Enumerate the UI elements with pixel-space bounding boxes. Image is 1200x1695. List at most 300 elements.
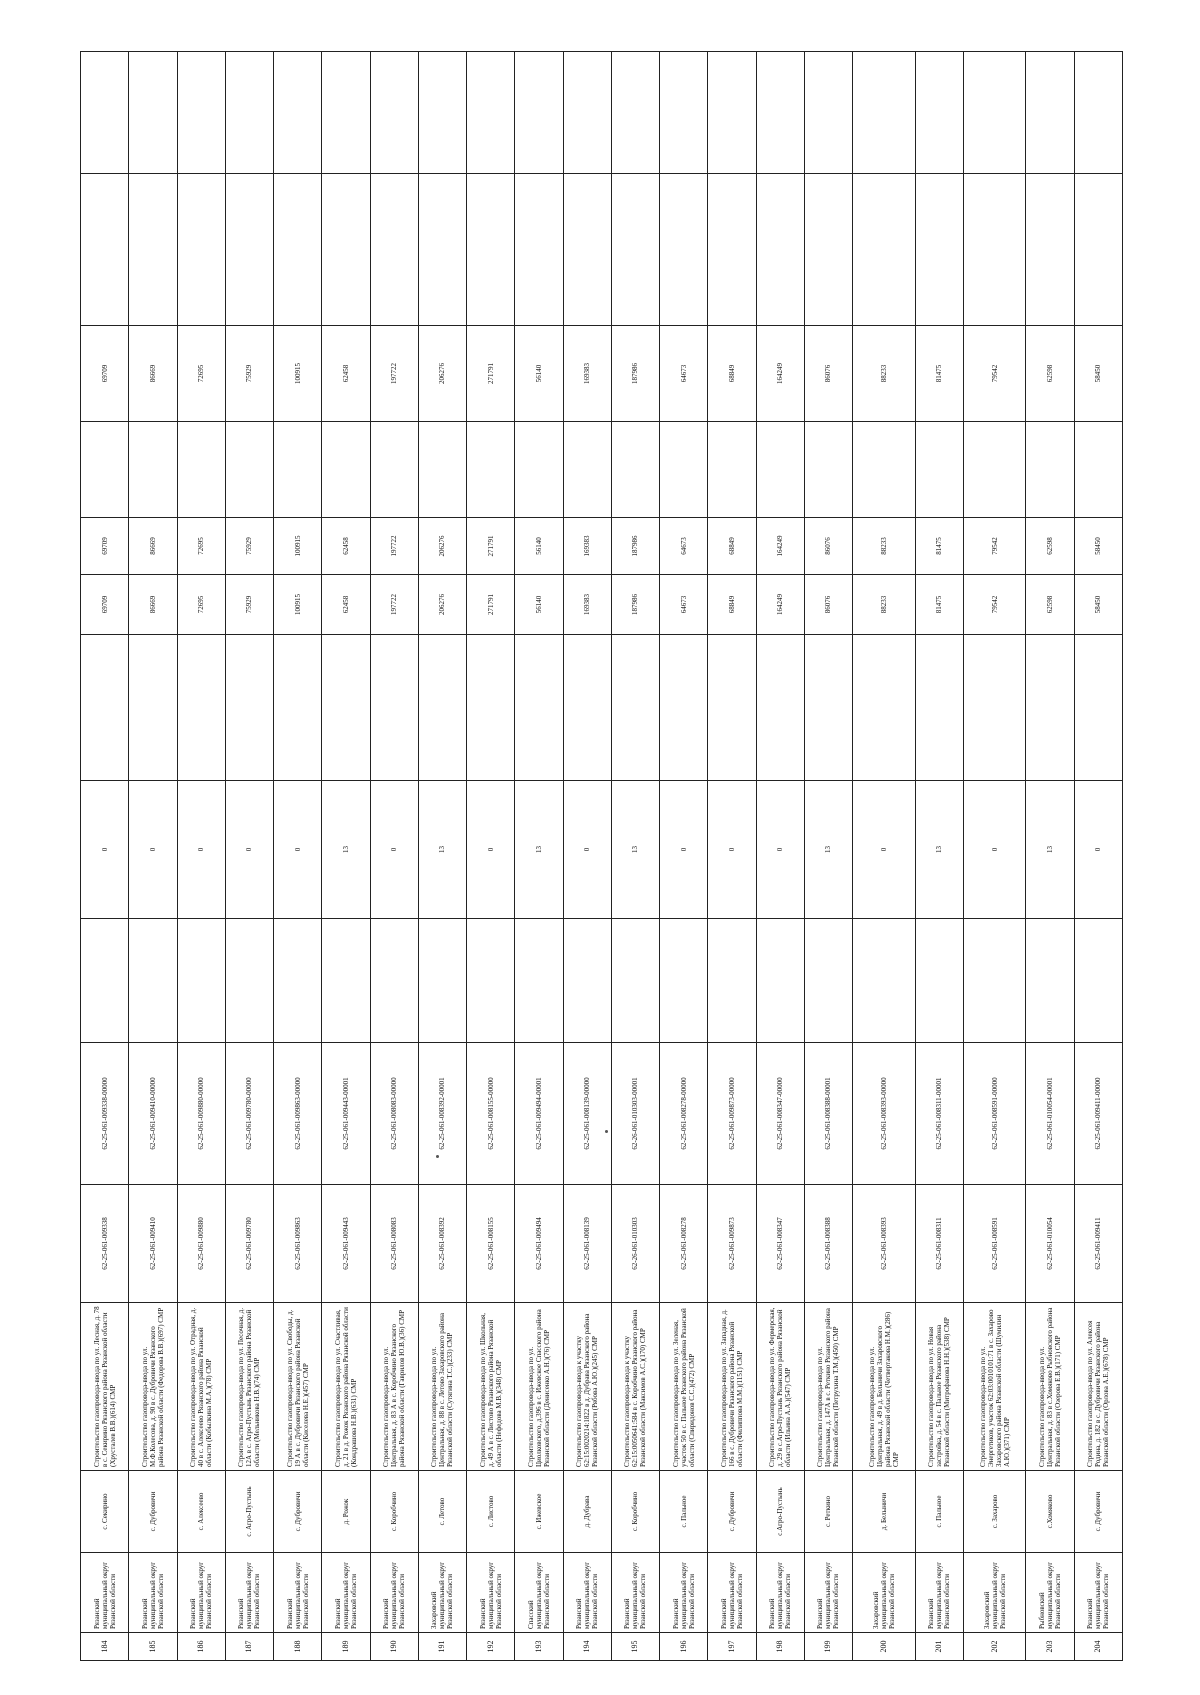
cell-n: 196 [660, 1633, 708, 1661]
cell-v1: 13 [418, 781, 466, 919]
cell-c [915, 422, 963, 518]
cell-locality: с.Агро-Пустынь [756, 1471, 804, 1553]
empty-cell [274, 919, 322, 1043]
empty-cell [467, 174, 515, 326]
cell-desc: Строительство газопровода-ввода по ул. Счастливая, д. 21 в д. Рожок Рязанского района Рязанской области (Кондрашова Н.В.)(631) СМР [322, 1303, 370, 1471]
cell-desc: Строительство газопровода-ввода по ул. Алексея Родина, д. 182 в с. Дубровичи Рязанского района Рязанской области (Орлова А.Е.)(678) СМР [1074, 1303, 1122, 1471]
empty-cell [963, 635, 1026, 781]
cell-d: 81475 [915, 326, 963, 422]
table-row [563, 52, 611, 1661]
empty-cell [515, 174, 563, 326]
cell-b: 206276 [418, 518, 466, 575]
cell-desc: Строительство газопровода-ввода по ул. Западная, д. 166 в с. Дубровичи Рязанского района Рязанской области (Филиппова М.М.)(1151) СМР [708, 1303, 756, 1471]
cell-district: Рязанский муниципальный округ Рязанской области [660, 1553, 708, 1633]
cell-b: 271791 [467, 518, 515, 575]
cell-desc: Строительство газопровода-ввода по ул. Зеленая, участок 50 в с. Пальное Рязанского района Рязанской области (Спиридонов С.С.)(472) СМР [660, 1303, 708, 1471]
cell-locality: д. Дубрава [563, 1471, 611, 1553]
cell-code1: 62-25-061-009411 [1074, 1185, 1122, 1303]
cell-desc: Строительство газопровода-ввода по ул. Энергетиков, участок 62:03:0010101:71 в с. Захарово Захаровского района Рязанской области (Шумилин А.Ю.)(371) СМР [963, 1303, 1026, 1471]
cell-n: 185 [129, 1633, 177, 1661]
cell-locality: с. Захарово [963, 1471, 1026, 1553]
empty-cell [81, 174, 129, 326]
cell-code2: 62-25-061-008347-00000 [756, 1043, 804, 1185]
empty-cell [129, 52, 177, 174]
empty-cell [370, 919, 418, 1043]
empty-cell [129, 174, 177, 326]
cell-v1: 13 [322, 781, 370, 919]
cell-desc: Строительство газопровода-ввода по ул. Отрадная, д. 40 в с. Алексеево Рязанского района Рязанской области (Кобылкина М.А.)(78) СМР [177, 1303, 225, 1471]
cell-code1: 62-25-061-009873 [708, 1185, 756, 1303]
cell-b: 100915 [274, 518, 322, 575]
cell-v1: 0 [853, 781, 916, 919]
empty-cell [708, 174, 756, 326]
cell-c [81, 422, 129, 518]
cell-b: 62598 [1026, 518, 1074, 575]
empty-cell [804, 174, 852, 326]
cell-desc: Строительство газопровода-ввода по ул. Свободы, д. 19 А в с. Дубровичи Рязанского района Рязанской области (Киселева Н.Е.)(457) СМР [274, 1303, 322, 1471]
cell-code2: 62-25-061-008392-00001 [418, 1043, 466, 1185]
cell-a: 68849 [708, 575, 756, 635]
table-row [1074, 52, 1122, 1661]
cell-v1: 0 [708, 781, 756, 919]
table-row [611, 52, 659, 1661]
cell-code1: 62-25-061-009880 [177, 1185, 225, 1303]
cell-v1: 0 [81, 781, 129, 919]
empty-cell [418, 52, 466, 174]
cell-district: Рязанский муниципальный округ Рязанской области [177, 1553, 225, 1633]
empty-cell [177, 919, 225, 1043]
empty-cell [563, 52, 611, 174]
cell-code1: 62-25-061-008392 [418, 1185, 466, 1303]
cell-v1: 0 [225, 781, 273, 919]
cell-d: 197722 [370, 326, 418, 422]
table-row [129, 52, 177, 1661]
cell-desc: Строительство газопровода-ввода по ул. Новая застройка, д. 54 в с. Пальное Рязанского района Рязанской области (Митрофанова Н.Н.)(538) СМР [915, 1303, 963, 1471]
cell-d: 187986 [611, 326, 659, 422]
cell-a: 187986 [611, 575, 659, 635]
empty-cell [853, 52, 916, 174]
empty-cell [467, 635, 515, 781]
cell-district: Рязанский муниципальный округ Рязанской области [274, 1553, 322, 1633]
cell-locality: с. Пальное [915, 1471, 963, 1553]
cell-b: 72695 [177, 518, 225, 575]
rotated-table-container [80, 52, 1123, 1661]
cell-code1: 62-25-061-008083 [370, 1185, 418, 1303]
cell-d: 62598 [1026, 326, 1074, 422]
cell-c [963, 422, 1026, 518]
scan-speck [605, 1130, 608, 1133]
cell-v1: 0 [274, 781, 322, 919]
cell-district: Рязанский муниципальный округ Рязанской области [708, 1553, 756, 1633]
cell-code1: 62-25-061-008388 [804, 1185, 852, 1303]
empty-cell [1026, 919, 1074, 1043]
cell-v1: 13 [611, 781, 659, 919]
empty-cell [81, 635, 129, 781]
table-row [274, 52, 322, 1661]
empty-cell [467, 919, 515, 1043]
cell-code2: 62-25-061-008311-00001 [915, 1043, 963, 1185]
cell-a: 62598 [1026, 575, 1074, 635]
cell-c [756, 422, 804, 518]
cell-b: 197722 [370, 518, 418, 575]
cell-v1: 13 [804, 781, 852, 919]
table-row [177, 52, 225, 1661]
empty-cell [756, 635, 804, 781]
cell-code2: 62-25-061-009780-00000 [225, 1043, 273, 1185]
cell-code1: 62-25-061-008278 [660, 1185, 708, 1303]
cell-code2: 62-25-061-008155-00000 [467, 1043, 515, 1185]
cell-a: 206276 [418, 575, 466, 635]
empty-cell [963, 919, 1026, 1043]
cell-v1: 0 [756, 781, 804, 919]
cell-n: 198 [756, 1633, 804, 1661]
cell-d: 100915 [274, 326, 322, 422]
empty-cell [1074, 174, 1122, 326]
cell-n: 193 [515, 1633, 563, 1661]
cell-code2: 62-25-061-009863-00000 [274, 1043, 322, 1185]
cell-d: 169383 [563, 326, 611, 422]
empty-cell [370, 174, 418, 326]
empty-cell [660, 52, 708, 174]
cell-code2: 62-25-061-009338-00000 [81, 1043, 129, 1185]
cell-n: 200 [853, 1633, 916, 1661]
cell-n: 204 [1074, 1633, 1122, 1661]
cell-b: 88233 [853, 518, 916, 575]
cell-district: Рязанский муниципальный округ Рязанской области [756, 1553, 804, 1633]
cell-code1: 62-25-061-008155 [467, 1185, 515, 1303]
cell-a: 164249 [756, 575, 804, 635]
empty-cell [467, 52, 515, 174]
cell-n: 191 [418, 1633, 466, 1661]
table-row [418, 52, 466, 1661]
cell-desc: Строительство газопровода-ввода по ул. Школьная, д. 49 А в с. Листово Рязанского района Рязанской области (Нефедова М.В.)(348) СМР [467, 1303, 515, 1471]
empty-cell [853, 919, 916, 1043]
empty-cell [1074, 635, 1122, 781]
cell-code1: 62-25-061-008139 [563, 1185, 611, 1303]
cell-locality: с. Секирино [81, 1471, 129, 1553]
cell-desc: Строительство газопровода-ввода по ул. Лесная, д. 78 в с. Секирино Рязанского района Рязанской области (Хрусталев В.В.)(614) СМР [81, 1303, 129, 1471]
cell-desc: Строительство газопровода-ввода по ул. Циолковского, д.396 в с. Ижевское Спасского района Рязанской области (Денисенко А.Н.)(76) СМР [515, 1303, 563, 1471]
cell-v1: 0 [660, 781, 708, 919]
cell-district: Рязанский муниципальный округ Рязанской области [370, 1553, 418, 1633]
cell-c [467, 422, 515, 518]
empty-cell [225, 174, 273, 326]
cell-desc: Строительство газопровода-ввода по ул. Песочная, д. 12А в с. Агро-Пустынь Рязанского района Рязанской области (Мельникова Н.В.)(74) СМР [225, 1303, 273, 1471]
cell-desc: Строительство газопровода-ввода по ул. Центральная, д. 83 в с.Хомяково Рыбновского района Рязанской области (Озерова Е.В.)(171) СМР [1026, 1303, 1074, 1471]
empty-cell [274, 52, 322, 174]
cell-locality: с. Ижевское [515, 1471, 563, 1553]
cell-locality: с. Листово [467, 1471, 515, 1553]
empty-cell [1026, 174, 1074, 326]
empty-cell [274, 635, 322, 781]
empty-cell [1026, 52, 1074, 174]
cell-v1: 0 [563, 781, 611, 919]
cell-locality: д. Белыничи [853, 1471, 916, 1553]
empty-cell [915, 919, 963, 1043]
empty-cell [563, 635, 611, 781]
table-row [81, 52, 129, 1661]
cell-a: 86076 [804, 575, 852, 635]
cell-district: Рязанский муниципальный округ Рязанской области [467, 1553, 515, 1633]
cell-code1: 62-25-061-008347 [756, 1185, 804, 1303]
cell-c [660, 422, 708, 518]
cell-v1: 0 [1074, 781, 1122, 919]
cell-v1: 0 [467, 781, 515, 919]
cell-b: 169383 [563, 518, 611, 575]
empty-cell [804, 52, 852, 174]
cell-district: Спасский муниципальный округ Рязанской области [515, 1553, 563, 1633]
cell-v1: 0 [370, 781, 418, 919]
cell-c [853, 422, 916, 518]
cell-d: 86076 [804, 326, 852, 422]
cell-desc: Строительство газопровода-ввода к участку 62:15:0020214:1822 в д. Дубрава Рязанского района Рязанской области (Рябова А.Ю.)(245) СМР [563, 1303, 611, 1471]
empty-cell [322, 174, 370, 326]
cell-v1: 13 [1026, 781, 1074, 919]
empty-cell [756, 174, 804, 326]
empty-cell [129, 635, 177, 781]
cell-b: 164249 [756, 518, 804, 575]
cell-code2: 62-26-061-010303-00001 [611, 1043, 659, 1185]
empty-cell [322, 919, 370, 1043]
table-row [1026, 52, 1074, 1661]
cell-n: 197 [708, 1633, 756, 1661]
cell-a: 64673 [660, 575, 708, 635]
scan-speck [436, 1155, 439, 1158]
table-row [322, 52, 370, 1661]
cell-a: 72695 [177, 575, 225, 635]
empty-cell [708, 919, 756, 1043]
empty-cell [418, 635, 466, 781]
cell-c [322, 422, 370, 518]
cell-d: 75929 [225, 326, 273, 422]
table-row [370, 52, 418, 1661]
cell-code1: 62-25-061-009863 [274, 1185, 322, 1303]
cell-a: 197722 [370, 575, 418, 635]
empty-cell [563, 919, 611, 1043]
cell-locality: с. Реткино [804, 1471, 852, 1553]
cell-desc: Строительство газопровода-ввода к участку 62:15:0050641:584 в с. Коробчино Рязанского района Рязанской области (Максимов А.С.)(170) СМР [611, 1303, 659, 1471]
empty-cell [225, 635, 273, 781]
cell-c [611, 422, 659, 518]
cell-a: 81475 [915, 575, 963, 635]
empty-cell [1074, 919, 1122, 1043]
cell-code2: 62-25-061-008083-00000 [370, 1043, 418, 1185]
cell-n: 188 [274, 1633, 322, 1661]
cell-a: 88233 [853, 575, 916, 635]
empty-cell [418, 919, 466, 1043]
cell-d: 64673 [660, 326, 708, 422]
cell-a: 69709 [81, 575, 129, 635]
cell-n: 190 [370, 1633, 418, 1661]
cell-c [225, 422, 273, 518]
empty-cell [660, 174, 708, 326]
cell-n: 203 [1026, 1633, 1074, 1661]
empty-cell [915, 635, 963, 781]
cell-district: Рязанский муниципальный округ Рязанской области [225, 1553, 273, 1633]
cell-locality: с. Дубровичи [274, 1471, 322, 1553]
cell-n: 186 [177, 1633, 225, 1661]
empty-cell [225, 919, 273, 1043]
table-row [515, 52, 563, 1661]
cell-a: 62458 [322, 575, 370, 635]
cell-code1: 62-25-061-009780 [225, 1185, 273, 1303]
empty-cell [418, 174, 466, 326]
cell-c [418, 422, 466, 518]
cell-locality: д. Рожок [322, 1471, 370, 1553]
cell-n: 192 [467, 1633, 515, 1661]
cell-code2: 62-25-061-008388-00001 [804, 1043, 852, 1185]
cell-desc: Строительство газопровода-ввода по ул. Центральная, д. 88 в с. Летово Захаровского района Рязанской области (Сутягина Т.С.)(233) СМР [418, 1303, 466, 1471]
empty-cell [515, 52, 563, 174]
cell-district: Захаровский муниципальный округ Рязанской области [853, 1553, 916, 1633]
cell-code1: 62-25-061-009443 [322, 1185, 370, 1303]
cell-b: 81475 [915, 518, 963, 575]
cell-b: 187986 [611, 518, 659, 575]
empty-cell [853, 635, 916, 781]
empty-cell [1026, 635, 1074, 781]
cell-code1: 62-26-061-010303 [611, 1185, 659, 1303]
cell-desc: Строительство газопровода-ввода по ул. Фермерская, д. 29 в с.Агро-Пустынь Рязанского района Рязанской области (Ильина А.А.)(547) СМР [756, 1303, 804, 1471]
cell-district: Рязанский муниципальный округ Рязанской области [81, 1553, 129, 1633]
cell-c [804, 422, 852, 518]
table-row [225, 52, 273, 1661]
cell-d: 86669 [129, 326, 177, 422]
cell-c [708, 422, 756, 518]
empty-cell [963, 52, 1026, 174]
table-row [853, 52, 916, 1661]
cell-b: 86669 [129, 518, 177, 575]
cell-d: 72695 [177, 326, 225, 422]
cell-a: 56140 [515, 575, 563, 635]
cell-locality: с. Агро-Пустынь [225, 1471, 273, 1553]
table-row [756, 52, 804, 1661]
cell-code2: 62-25-061-009494-00001 [515, 1043, 563, 1185]
empty-cell [804, 635, 852, 781]
cell-code1: 62-25-061-008311 [915, 1185, 963, 1303]
cell-locality: с. Дубровичи [129, 1471, 177, 1553]
empty-cell [611, 52, 659, 174]
empty-cell [81, 52, 129, 174]
empty-cell [177, 635, 225, 781]
cell-code2: 62-25-061-009411-00000 [1074, 1043, 1122, 1185]
table-row [708, 52, 756, 1661]
empty-cell [274, 174, 322, 326]
cell-c [563, 422, 611, 518]
empty-cell [370, 635, 418, 781]
cell-code1: 62-25-061-009494 [515, 1185, 563, 1303]
empty-cell [515, 635, 563, 781]
table-row [467, 52, 515, 1661]
cell-c [274, 422, 322, 518]
table-row [963, 52, 1026, 1661]
empty-cell [322, 52, 370, 174]
cell-n: 199 [804, 1633, 852, 1661]
cell-d: 88233 [853, 326, 916, 422]
cell-d: 164249 [756, 326, 804, 422]
empty-cell [177, 52, 225, 174]
cell-a: 75929 [225, 575, 273, 635]
cell-b: 79542 [963, 518, 1026, 575]
cell-desc: Строительство газопровода-ввода по ул. М.Ф.Колесова, д. 90 в с. Дубровичи Рязанского района Рязанской области (Федорова В.В.)(697) СМР [129, 1303, 177, 1471]
cell-district: Рязанский муниципальный округ Рязанской области [1074, 1553, 1122, 1633]
cell-n: 202 [963, 1633, 1026, 1661]
cell-code2: 62-25-061-008591-00000 [963, 1043, 1026, 1185]
cell-n: 194 [563, 1633, 611, 1661]
table-body [81, 52, 1123, 1661]
empty-cell [756, 52, 804, 174]
empty-cell [177, 174, 225, 326]
empty-cell [225, 52, 273, 174]
empty-cell [370, 52, 418, 174]
cell-a: 86669 [129, 575, 177, 635]
cell-c [1074, 422, 1122, 518]
cell-district: Рязанский муниципальный округ Рязанской области [563, 1553, 611, 1633]
cell-locality: с. Алексеево [177, 1471, 225, 1553]
cell-v1: 0 [963, 781, 1026, 919]
empty-cell [915, 174, 963, 326]
cell-d: 79542 [963, 326, 1026, 422]
cell-b: 86076 [804, 518, 852, 575]
cell-locality: с. Коробчино [611, 1471, 659, 1553]
cell-c [370, 422, 418, 518]
cell-code1: 62-25-061-008393 [853, 1185, 916, 1303]
cell-locality: с. Пальное [660, 1471, 708, 1553]
cell-locality: с.Хомяково [1026, 1471, 1074, 1553]
cell-d: 58450 [1074, 326, 1122, 422]
cell-b: 64673 [660, 518, 708, 575]
empty-cell [756, 919, 804, 1043]
cell-b: 69709 [81, 518, 129, 575]
cell-a: 58450 [1074, 575, 1122, 635]
empty-cell [853, 174, 916, 326]
cell-desc: Строительство газопровода-ввода по ул. Центральная, д. 49 в д. Белыничи Захаровского района Рязанской области (Четвертакова Н.М.)(286) СМР [853, 1303, 916, 1471]
cell-code2: 62-25-061-008393-00000 [853, 1043, 916, 1185]
cell-b: 56140 [515, 518, 563, 575]
cell-b: 75929 [225, 518, 273, 575]
cell-code1: 62-25-061-009338 [81, 1185, 129, 1303]
cell-district: Рязанский муниципальный округ Рязанской области [915, 1553, 963, 1633]
table-row [660, 52, 708, 1661]
cell-d: 62458 [322, 326, 370, 422]
empty-cell [563, 174, 611, 326]
table-row [915, 52, 963, 1661]
cell-a: 169383 [563, 575, 611, 635]
empty-cell [322, 635, 370, 781]
cell-district: Рязанский муниципальный округ Рязанской области [804, 1553, 852, 1633]
table-row [804, 52, 852, 1661]
cell-c [1026, 422, 1074, 518]
cell-code1: 62-25-061-009410 [129, 1185, 177, 1303]
cell-district: Рыбновский муниципальный округ Рязанской области [1026, 1553, 1074, 1633]
scanned-page [80, 52, 1123, 1661]
cell-desc: Строительство газопровода-ввода по ул. Центральная, д. 83 А в с. Коробчино Рязанского района Рязанской области (Гаврилов Ю.В.)(36) СМР [370, 1303, 418, 1471]
empty-cell [611, 919, 659, 1043]
empty-cell [915, 52, 963, 174]
cell-district: Рязанский муниципальный округ Рязанской области [129, 1553, 177, 1633]
empty-cell [708, 635, 756, 781]
empty-cell [660, 635, 708, 781]
data-table [80, 51, 1123, 1661]
cell-code1: 62-25-061-008591 [963, 1185, 1026, 1303]
cell-c [129, 422, 177, 518]
empty-cell [804, 919, 852, 1043]
cell-locality: с. Дубровичи [708, 1471, 756, 1553]
cell-a: 100915 [274, 575, 322, 635]
empty-cell [1074, 52, 1122, 174]
empty-cell [660, 919, 708, 1043]
cell-b: 58450 [1074, 518, 1122, 575]
cell-code2: 62-25-061-009873-00000 [708, 1043, 756, 1185]
